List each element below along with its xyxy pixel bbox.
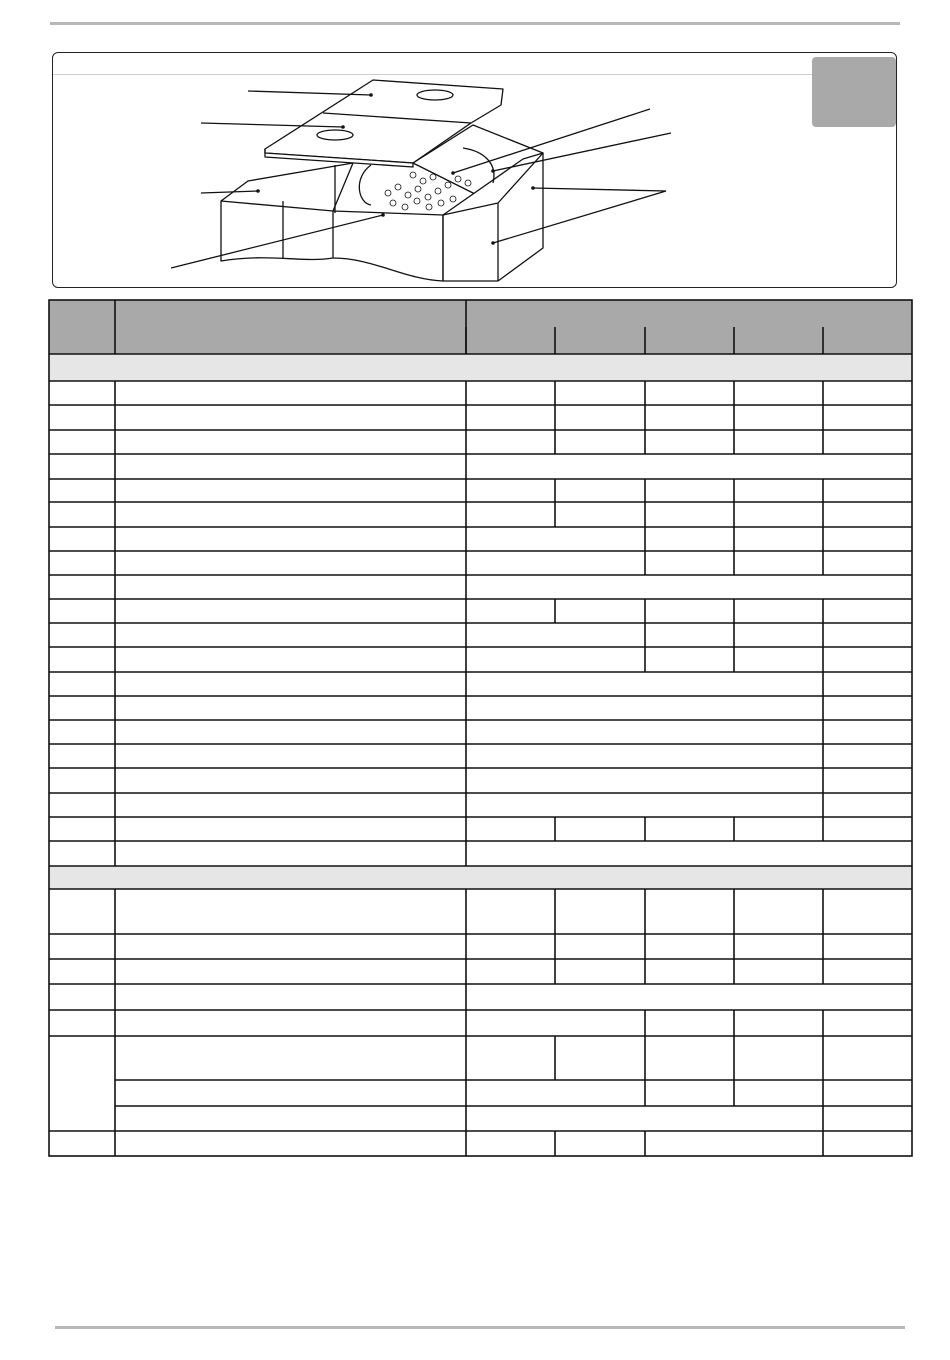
figure-panel: [52, 52, 897, 288]
spec-table-grid: [48, 299, 913, 1157]
bottom-rule: [55, 1326, 905, 1329]
spec-table: [48, 299, 913, 1157]
boiler-casing-exploded-icon: [53, 53, 897, 288]
top-rule: [50, 22, 900, 25]
